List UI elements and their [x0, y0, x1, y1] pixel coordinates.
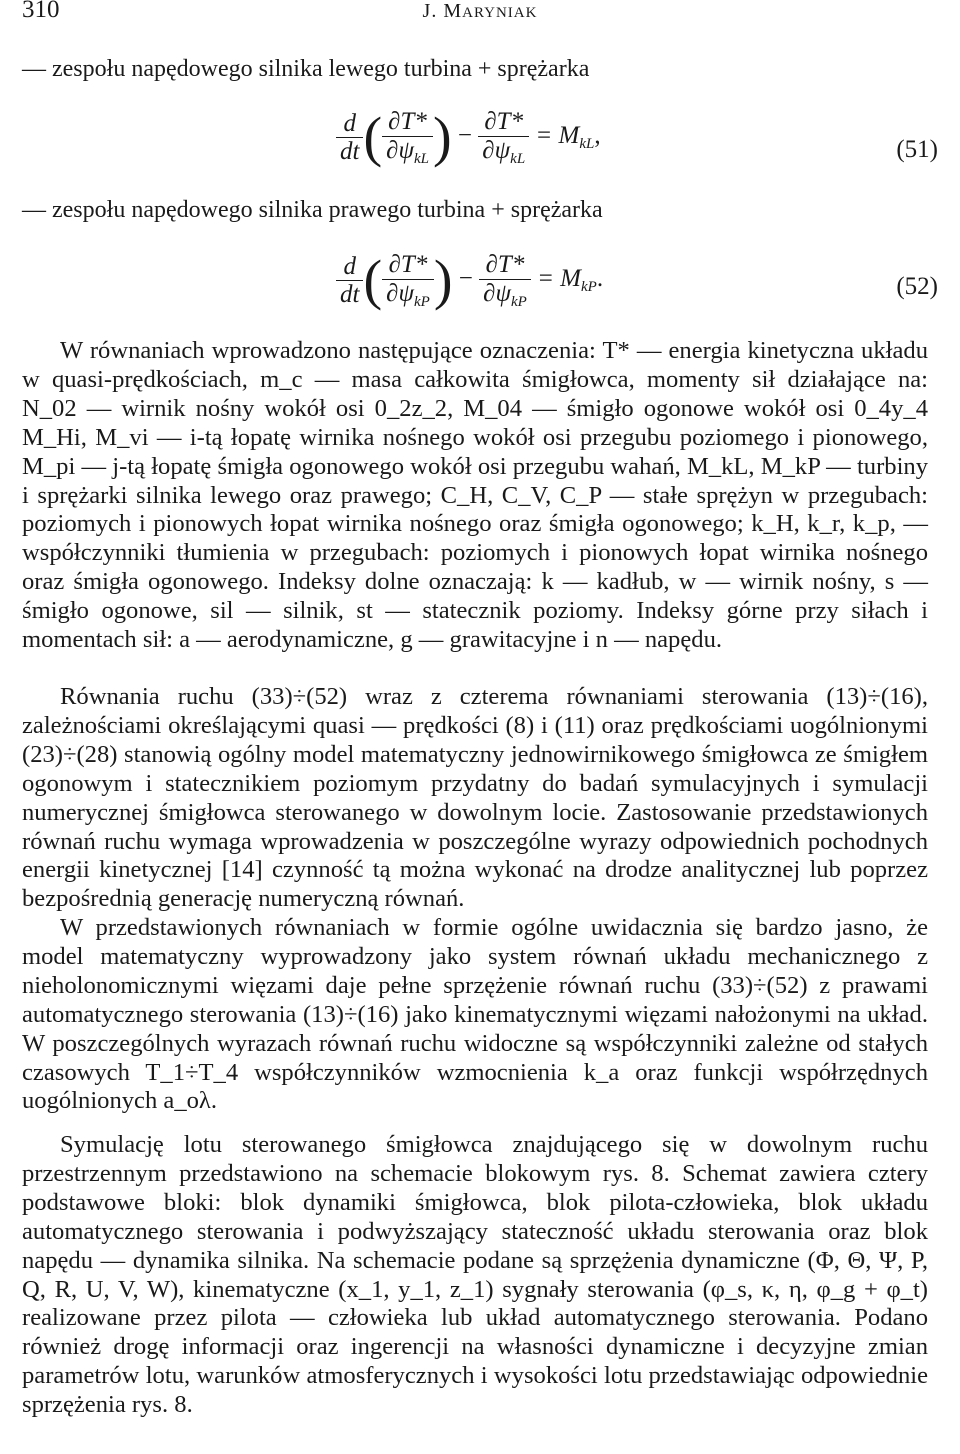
page-header [0, 0, 960, 30]
eq52-denominator-sub: kP [414, 293, 430, 310]
paragraph-notation-text: W równaniach wprowadzono następujące oznaczenia: T* — energia kinetyczna układu w quasi-prędkościach, m_c — masa całkowita śmigłowca, momenty sił działające na: N_02 — wirnik nośny wokół osi 0_2z_2, M_04 — śmigło ogonowe wokół osi 0_4y_4 M_Hi, M_vi — i-tą łopatę wirnika nośnego wokół osi przegubu poziomego i pionowego, M_pi — j-tą łopatę śmigła ogonowego wokół osi przegubu wahań, M_kL, M_kP — turbiny i sprężarki silnika lewego oraz prawego; C_H, C_V, C_P — stałe sprężyn w przegubach: poziomych i pionowych łopat wirnika nośnego oraz śmigła ogonowego; k_H, k_r, k_p, — współczynniki tłumienia w przegubach: poziomych i pionowych łopat wirnika nośnego oraz śmigła ogonowego. Indeksy dolne oznaczają: k — kadłub, w — wirnik nośny, s — śmigło ogonowe, sil — silnik, st — statecznik poziomy. Indeksy górne przy siłach i momentach sił: a — aerodynamiczne, g — grawitacyjne i n — napędu. [22, 337, 928, 654]
paragraph-coupling [22, 914, 928, 1116]
eq51-rhs-sub: kL [579, 136, 595, 153]
running-head [0, 0, 960, 23]
eq51-numerator-2: ∂T* [478, 108, 529, 137]
left-paren: ( [363, 249, 383, 312]
eq52-rhs: = M [537, 265, 582, 293]
eq51-denominator-2: ∂ψ [482, 136, 511, 164]
eq51-dt: dt [340, 138, 360, 165]
eq51-denominator-sub: kL [414, 150, 429, 167]
eq51-numerator: ∂T* [382, 108, 433, 137]
paragraph-simulation-text: Symulację lotu sterowanego śmigłowca znajdującego się w dowolnym ruchu przestrzennym przedstawiono na schemacie blokowym rys. 8. Schemat zawiera cztery podstawowe bloki: blok dynamiki śmigłowca, blok pilota-człowieka, blok układu automatycznego sterowania i podwyższający stateczność układu sterowania oraz blok napędu — dynamika silnika. Na schemacie podane są sprzężenia dynamiczne (Φ, Θ, Ψ, P, Q, R, U, V, W), kinematyczne (x_1, y_1, z_1) sygnały sterowania (φ_s, κ, η, φ_g + φ_t) realizowane przez pilota — człowieka lub układ automatycznego sterowania. Podano również drogę informacji oraz ingerencji na własności dynamiczne i decyzyjne zmian parametrów lotu, warunków atmosferycznych i wysokości lotu przedstawiając odpowiednie sprzężenia rys. 8. [22, 1131, 928, 1419]
running-head-initial: J. M [422, 0, 463, 22]
equation-number-52: (52) [896, 273, 938, 300]
eq52-d: d [336, 253, 363, 282]
equation-51: $\frac{d}{dt}$ ( $\frac{\partial T*}{\partial\psi_{kL}}$ ) − $\frac{\partial T*}{\partial\psi_{kL}}$ = $M_{kL}$, [336, 108, 601, 167]
page-number: 310 [22, 0, 60, 23]
eq52-denominator-2: ∂ψ [483, 279, 511, 307]
eq52-numerator: ∂T* [382, 251, 434, 280]
eq51-d: d [336, 110, 363, 139]
eq51-rhs: = M [535, 122, 580, 150]
paragraph-model-text: Równania ruchu (33)÷(52) wraz z czterema równaniami sterowania (13)÷(16), zależnościami określającymi quasi — prędkości (8) i (11) oraz prędkościami uogólnionymi (23)÷(28) stanowią ogólny model matematyczny jednowirnikowego śmigłowca ze śmigłem ogonowym i statecznikiem poziomym przydatny do badań symulacyjnych i symulacji numerycznej śmigłowca sterowanego w dowolnym locie. Zastosowanie przedstawionych równań ruchu wymaga wprowadzenia w poszczególne wyrazy odpowiednich pochodnych energii kinetycznej [14] czynność tą można wykonać na drodze analitycznej lub poprzez bezpośrednią generację numeryczną równań. [22, 683, 928, 913]
text-line-left-engine: — zespołu napędowego silnika lewego turbina + sprężarka [22, 56, 590, 82]
eq51-tail: , [594, 122, 601, 150]
eq52-denominator: ∂ψ [386, 279, 414, 307]
right-paren: ) [433, 106, 452, 169]
text-line-right-engine: — zespołu napędowego silnika prawego turbina + sprężarka [22, 197, 603, 223]
equation-52: $\frac{d}{dt}$ ( $\frac{\partial T*}{\partial\psi_{kP}}$ ) − $\frac{\partial T*}{\partial\psi_{kP}}$ = $M_{kP}$. [336, 251, 603, 310]
eq52-numerator-2: ∂T* [479, 251, 531, 280]
paragraph-model [22, 683, 928, 914]
left-paren: ( [363, 106, 383, 169]
running-head-rest: ARYNIAK [462, 5, 538, 21]
eq52-tail: . [596, 265, 604, 293]
right-paren: ) [433, 249, 453, 312]
eq51-denominator-2-sub: kL [510, 150, 526, 167]
paragraph-coupling-text: W przedstawionych równaniach w formie ogólne uwidacznia się bardzo jasno, że model matematyczny wyprowadzony jako system równań układu mechanicznego z nieholonomicznymi więzami daje pełne sprzężenie równań ruchu (33)÷(52) z prawami automatycznego sterowania (13)÷(16) jako kinematycznymi więzami nałożonymi na układ. W poszczególnych wyrazach równań ruchu widoczne są współczynniki zależne od stałych czasowych T_1÷T_4 współczynników wzmocnienia k_a oraz funkcji współrzędnych uogólnionych a_oλ. [22, 914, 928, 1115]
eq52-dt: dt [340, 281, 360, 308]
equation-number-51: (51) [896, 136, 938, 163]
eq52-denominator-2-sub: kP [510, 293, 527, 310]
paragraph-simulation [22, 1131, 928, 1420]
eq52-rhs-sub: kP [581, 279, 597, 296]
paragraph-notation [22, 337, 928, 655]
eq51-denominator: ∂ψ [386, 136, 414, 164]
